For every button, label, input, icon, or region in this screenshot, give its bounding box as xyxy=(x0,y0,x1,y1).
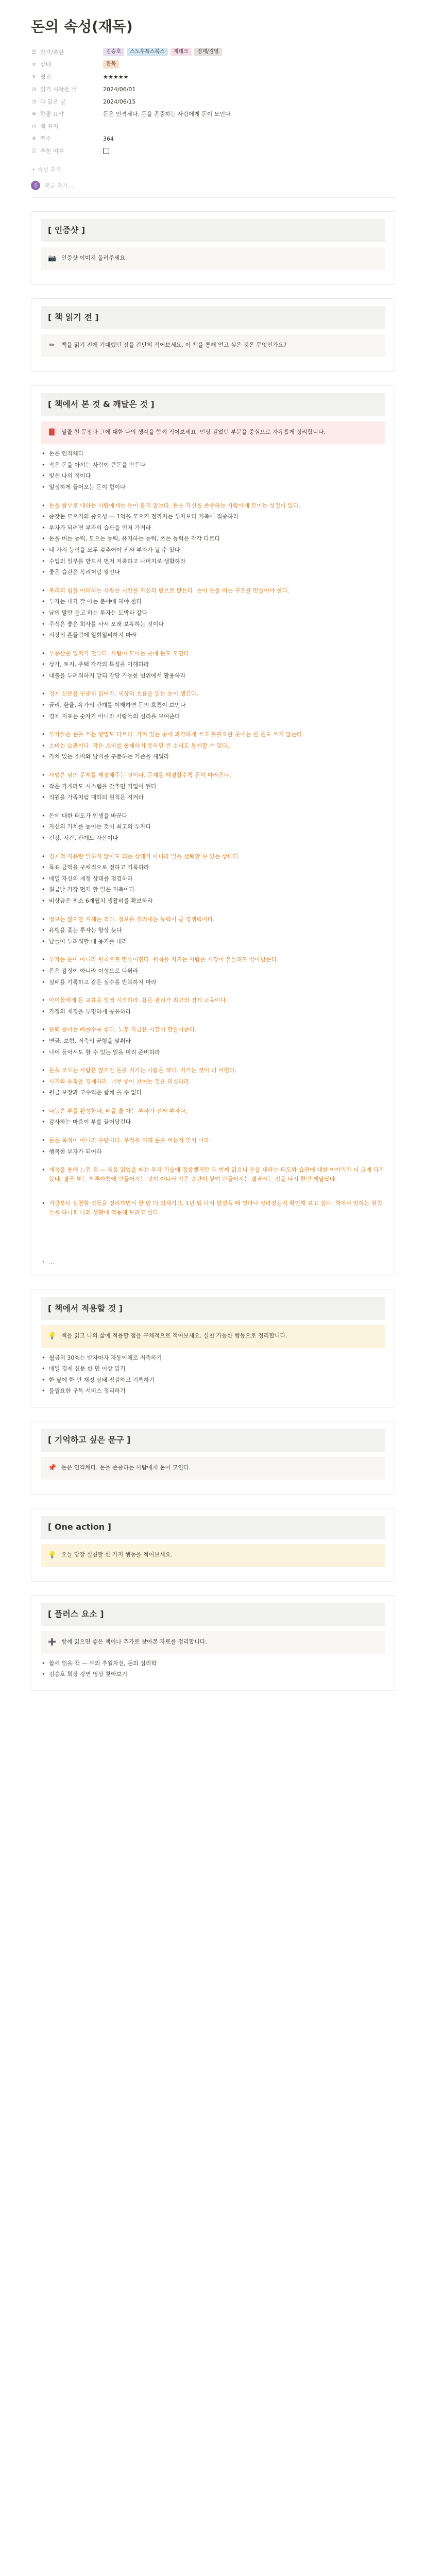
list-item[interactable]: • 연금, 보험, 저축의 균형을 맞춰라 xyxy=(41,1037,385,1046)
property-label: 책 표지 xyxy=(40,123,59,130)
spacer xyxy=(41,845,385,850)
checkbox[interactable] xyxy=(103,148,109,154)
property-value[interactable] xyxy=(103,148,109,154)
list-item[interactable]: • 상가, 토지, 주택 각각의 특성을 이해하라 xyxy=(41,660,385,669)
list-item[interactable]: • 월급날 가장 먼저 할 일은 저축이다 xyxy=(41,885,385,894)
list-item[interactable]: • 사업은 남의 문제를 해결해주는 것이다. 문제를 해결할수록 돈이 따라온다. xyxy=(41,771,385,780)
spacer xyxy=(41,1242,385,1253)
page-title[interactable]: 돈의 속성(재독) xyxy=(31,18,133,35)
callout[interactable] xyxy=(41,247,385,270)
property-row[interactable] xyxy=(31,46,395,58)
property-value[interactable] xyxy=(103,97,135,106)
list-item[interactable]: • 사기와 유혹을 경계하라. 너무 좋아 보이는 것은 의심하라. xyxy=(41,1077,385,1087)
section-notes xyxy=(31,385,395,1276)
property-text: 돈은 인격체다. 돈을 존중하는 사람에게 돈이 모인다 xyxy=(103,110,231,117)
property-row[interactable] xyxy=(31,120,395,132)
list-item[interactable]: • 매일 자신의 재정 상태를 점검하라 xyxy=(41,874,385,884)
section-apply xyxy=(31,1290,395,1408)
callout[interactable] xyxy=(41,1325,385,1348)
property-key xyxy=(31,147,103,156)
notes-list xyxy=(41,449,385,1253)
spacer xyxy=(41,764,385,769)
list-end[interactable]: • ... xyxy=(41,1258,385,1266)
list-item[interactable]: • 실패를 기록하고 같은 실수를 반복하지 마라 xyxy=(41,978,385,987)
list-item[interactable]: • 돈은 목적이 아니라 수단이다. 무엇을 위해 돈을 버는지 잊지 마라. xyxy=(41,1136,385,1145)
property-key xyxy=(31,73,103,81)
spacer xyxy=(41,1129,385,1134)
callout[interactable] xyxy=(41,1457,385,1480)
list-item[interactable]: • 행복한 부자가 되어라 xyxy=(41,1147,385,1157)
property-value[interactable] xyxy=(103,60,119,69)
property-row[interactable] xyxy=(31,145,395,157)
lightbulb-icon: 💡 xyxy=(48,1551,57,1559)
section-quote xyxy=(31,1421,395,1495)
callout-text: 돈은 인격체다. 돈을 존중하는 사람에게 돈이 모인다. xyxy=(61,1464,191,1471)
spacer xyxy=(41,1158,385,1163)
list-item[interactable]: • 불필요한 구독 서비스 정리하기 xyxy=(41,1386,385,1396)
list-item[interactable]: • 대출을 두려워하지 말되 감당 가능한 범위에서 활용하라 xyxy=(41,671,385,681)
section-one-action xyxy=(31,1508,395,1582)
list-item[interactable]: • 유행을 좇는 투자는 항상 늦다 xyxy=(41,926,385,935)
list-item[interactable]: • 나이 들어서도 할 수 있는 일을 미리 준비하라 xyxy=(41,1048,385,1057)
list-item[interactable]: • 부동산은 입지가 전부다. 사람이 모이는 곳에 돈도 모인다. xyxy=(41,649,385,658)
callout-text: 책을 읽고 나의 삶에 적용할 점을 구체적으로 적어보세요. 실천 가능한 행동으로 정리합니다. xyxy=(61,1332,287,1340)
camera-icon: 📷 xyxy=(48,255,57,263)
property-icon: ◷ xyxy=(31,86,37,92)
spacer xyxy=(41,1018,385,1023)
callout-text: 책을 읽기 전에 기대했던 점을 간단히 적어보세요. 이 책을 통해 얻고 싶은 것은 무엇인가요? xyxy=(61,342,287,349)
property-label: 읽기 시작한 날 xyxy=(40,86,77,93)
list-item[interactable]: • 원금 보장과 고수익은 함께 올 수 없다 xyxy=(41,1088,385,1097)
property-label: 쪽수 xyxy=(40,135,52,142)
property-row[interactable] xyxy=(31,132,395,145)
comment-input[interactable]: 댓글 추가... xyxy=(44,182,74,189)
property-icon: ◷ xyxy=(31,98,37,105)
lightbulb-icon: 💡 xyxy=(48,1332,57,1341)
list-item[interactable]: • 작은 가게라도 시스템을 갖추면 기업이 된다 xyxy=(41,782,385,791)
list-item[interactable]: • 정보는 많지만 지혜는 적다. 정보를 걸러내는 능력이 곧 경쟁력이다. xyxy=(41,915,385,924)
list-item[interactable]: • 돈을 모으는 사람은 많지만 돈을 지키는 사람은 적다. 지키는 것이 더 어렵다. xyxy=(41,1066,385,1075)
list-item[interactable]: • 돈에 대한 태도가 인생을 바꾼다 xyxy=(41,811,385,821)
property-row[interactable] xyxy=(31,58,395,71)
section-plus xyxy=(31,1595,395,1691)
add-property-button[interactable]: + 속성 추가 xyxy=(31,166,61,174)
list-item[interactable]: • 부자가 되려면 부자의 습관을 먼저 가져라 xyxy=(41,523,385,533)
list-item[interactable]: • 아이들에게 돈 교육을 일찍 시작하라. 용돈 관리가 최고의 경제 교육이다. xyxy=(41,996,385,1005)
plus-list xyxy=(41,1659,385,1679)
spacer xyxy=(41,1099,385,1105)
property-key xyxy=(31,60,103,69)
list-item[interactable]: • 감사하는 마음이 부를 끌어당긴다 xyxy=(41,1117,385,1127)
list-item[interactable]: • 돈을 버는 능력, 모으는 능력, 유지하는 능력, 쓰는 능력은 각각 다르다 xyxy=(41,534,385,544)
list-item[interactable]: • 김승호 회장 강연 영상 찾아보기 xyxy=(41,1670,385,1679)
apply-list xyxy=(41,1353,385,1396)
list-item[interactable]: • 일정하게 들어오는 돈이 힘이다 xyxy=(41,483,385,492)
spacer xyxy=(41,1059,385,1064)
list-item[interactable]: • 경제적 자유란 일하지 않아도 되는 상태가 아니라 일을 선택할 수 있는 상태다. xyxy=(41,852,385,861)
list-item[interactable]: • 직원을 가족처럼 대하되 원칙은 지켜라 xyxy=(41,793,385,802)
list-item[interactable]: • 네 가지 능력을 모두 갖추어야 진짜 부자가 될 수 있다 xyxy=(41,546,385,555)
list-item[interactable]: • 소비는 습관이다. 작은 소비를 통제하지 못하면 큰 소비도 통제할 수 없다. xyxy=(41,741,385,751)
spacer xyxy=(41,804,385,809)
tag[interactable]: 경제/경영 xyxy=(194,48,222,56)
spacer xyxy=(41,579,385,584)
list-item[interactable]: • 함께 읽을 책 — 부의 추월차선, 돈의 심리학 xyxy=(41,1659,385,1668)
section-heading: [ 플러스 요소 ] xyxy=(41,1603,385,1626)
comment-row[interactable] xyxy=(31,176,395,198)
property-label: 상태 xyxy=(40,61,52,68)
tag[interactable]: 완독 xyxy=(103,60,119,69)
property-key xyxy=(31,85,103,94)
property-key xyxy=(31,48,103,57)
properties-table xyxy=(31,46,395,157)
spacer xyxy=(41,723,385,728)
list-item[interactable]: • 좋은 습관은 복리처럼 쌓인다 xyxy=(41,568,385,577)
section-photo xyxy=(31,211,395,285)
property-value[interactable] xyxy=(103,110,231,118)
property-icon: ◎ xyxy=(31,123,37,129)
avatar: 김 xyxy=(31,181,40,190)
list-item[interactable]: • 복리의 힘을 이해하는 사람은 시간을 자신의 편으로 만든다. 돈이 돈을 버는 구조를 만들어야 한다. xyxy=(41,586,385,596)
list-item[interactable]: • 목표 금액을 구체적으로 정하고 기록하라 xyxy=(41,863,385,872)
list-item[interactable]: • 나눔은 부를 완성한다. 베풀 줄 아는 부자가 진짜 부자다. xyxy=(41,1107,385,1116)
list-item[interactable]: • 부자는 운이 아니라 원칙으로 만들어진다. 원칙을 지키는 사람은 시장이 흔들려도 살아남는다. xyxy=(41,955,385,964)
property-value[interactable] xyxy=(103,48,222,56)
list-item[interactable]: • 지금부터 실천할 것들을 정리하면서 한 번 더 되새기고, 1년 뒤 다시 읽었을 때 얼마나 달라졌는지 확인해 보고 싶다. 책에서 말하는 원칙들을 하나씩 나의 생활에 적용해 보려고 한다. xyxy=(41,1199,385,1217)
property-label: 한줄 요약 xyxy=(40,110,64,117)
list-item[interactable]: • 남의 말만 듣고 하는 투자는 도박과 같다 xyxy=(41,608,385,618)
tag[interactable]: 재테크 xyxy=(171,48,192,56)
callout[interactable] xyxy=(41,334,385,357)
spacer xyxy=(41,494,385,499)
list-item[interactable]: • 매일 경제 신문 한 면 이상 읽기 xyxy=(41,1364,385,1374)
property-label: 작가/출판 xyxy=(40,48,64,56)
callout[interactable] xyxy=(41,1544,385,1567)
property-text: 364 xyxy=(103,135,114,142)
property-icon: # xyxy=(31,135,37,142)
property-label: 추천 여부 xyxy=(40,147,64,155)
property-row[interactable] xyxy=(31,71,395,83)
property-row[interactable] xyxy=(31,83,395,95)
section-before xyxy=(31,298,395,372)
list-item[interactable]: • 은퇴 준비는 빠를수록 좋다. 노후 자금은 시간이 만들어준다. xyxy=(41,1025,385,1035)
list-item[interactable]: • 돈은 인격체다 xyxy=(41,449,385,459)
property-key xyxy=(31,134,103,143)
list-item[interactable]: • 투자는 내가 잘 아는 분야에 해야 한다 xyxy=(41,597,385,606)
book-icon: 📕 xyxy=(48,429,57,437)
list-item[interactable]: • 돈은 감정이 아니라 이성으로 다뤄라 xyxy=(41,967,385,976)
list-item[interactable]: • 가정의 재정을 투명하게 공유하라 xyxy=(41,1007,385,1016)
callout[interactable] xyxy=(41,1631,385,1654)
list-item[interactable]: • 자신의 가치를 높이는 것이 최고의 투자다 xyxy=(41,822,385,832)
property-row[interactable] xyxy=(31,95,395,108)
pin-icon: 📌 xyxy=(48,1464,57,1472)
spacer xyxy=(41,1231,385,1242)
pencil-icon: ✏ xyxy=(49,342,55,350)
section-heading: [ 인증샷 ] xyxy=(41,219,385,242)
property-icon: ≡ xyxy=(31,61,37,67)
section-heading: [ 책에서 본 것 & 깨달은 것 ] xyxy=(41,393,385,416)
callout[interactable] xyxy=(41,421,385,444)
section-heading: [ One action ] xyxy=(41,1516,385,1539)
list-item[interactable]: • 작은 돈을 아끼는 사람이 큰돈을 만든다 xyxy=(41,461,385,470)
list-item[interactable]: • 비상금은 최소 6개월치 생활비를 확보하라 xyxy=(41,896,385,906)
section-heading: [ 기억하고 싶은 문구 ] xyxy=(41,1429,385,1452)
list-item[interactable]: • 돈을 함부로 대하는 사람에게는 돈이 붙지 않는다. 돈은 자신을 존중하는 사람에게 모이는 성질이 있다. xyxy=(41,501,385,511)
spacer xyxy=(41,682,385,687)
tag[interactable]: 김승호 xyxy=(103,48,124,56)
callout-text: 밑줄 친 문장과 그에 대한 나의 생각을 함께 적어보세요. 인상 깊었던 부분을 중심으로 자유롭게 정리합니다. xyxy=(61,429,326,436)
property-text: ★★★★★ xyxy=(103,73,129,80)
spacer xyxy=(41,948,385,953)
list-item[interactable]: • 빚은 나의 적이다 xyxy=(41,471,385,481)
callout-text: 오늘 당장 실천할 한 가지 행동을 적어보세요. xyxy=(61,1551,173,1558)
spacer xyxy=(41,1185,385,1197)
plus-icon: ➕ xyxy=(48,1638,57,1646)
section-heading: [ 책에서 적용할 것 ] xyxy=(41,1297,385,1320)
list-item[interactable]: • 금리, 환율, 유가의 관계를 이해하면 돈의 흐름이 보인다 xyxy=(41,701,385,710)
property-text: 2024/06/01 xyxy=(103,86,136,93)
property-label: 다 읽은 날 xyxy=(40,98,66,105)
callout-text: 함께 읽으면 좋은 책이나 추가로 찾아본 자료를 정리합니다. xyxy=(61,1638,207,1645)
spacer xyxy=(41,908,385,913)
property-text: 2024/06/15 xyxy=(103,98,136,105)
property-key xyxy=(31,122,103,131)
section-heading: [ 책 읽기 전 ] xyxy=(41,306,385,329)
list-item[interactable]: • 가치 있는 소비와 낭비를 구분하는 기준을 세워라 xyxy=(41,752,385,761)
property-icon: # xyxy=(31,74,37,80)
property-key xyxy=(31,110,103,118)
list-item[interactable]: • 부자들은 돈을 쓰는 방법도 다르다. 가치 있는 곳에 과감하게 쓰고 불필요한 곳에는 한 푼도 쓰지 않는다. xyxy=(41,730,385,739)
property-row[interactable] xyxy=(31,108,395,120)
list-item[interactable]: • 수입의 일부를 반드시 먼저 저축하고 나머지로 생활하라 xyxy=(41,557,385,566)
list-item[interactable]: • 남들이 두려워할 때 용기를 내라 xyxy=(41,937,385,946)
list-item[interactable]: • 주식은 좋은 회사를 사서 오래 보유하는 것이다 xyxy=(41,620,385,629)
spacer xyxy=(41,642,385,647)
property-icon: ≡ xyxy=(31,111,37,117)
property-label: 평점 xyxy=(40,73,52,80)
list-item[interactable]: • 경제 지표는 숫자가 아니라 사람들의 심리를 보여준다 xyxy=(41,712,385,721)
property-icon: ☑ xyxy=(31,148,37,154)
list-item[interactable]: • 시장의 흔들림에 일희일비하지 마라 xyxy=(41,631,385,640)
list-item[interactable]: • 건강, 시간, 관계도 자산이다 xyxy=(41,834,385,843)
callout-text: 인증샷 이미지 올려주세요. xyxy=(61,255,127,262)
property-icon: ☰ xyxy=(31,49,37,55)
property-value[interactable] xyxy=(103,85,135,94)
property-value[interactable] xyxy=(103,134,114,143)
spacer xyxy=(41,1219,385,1231)
list-item[interactable]: • 월급의 30%는 받자마자 자동이체로 저축하기 xyxy=(41,1353,385,1363)
tag[interactable]: 스노우폭스북스 xyxy=(127,48,168,56)
list-item[interactable]: • 경제 신문을 꾸준히 읽어라. 세상의 흐름을 읽는 눈이 생긴다. xyxy=(41,689,385,699)
list-item[interactable]: • 종잣돈 모으기의 중요성 — 1억을 모으기 전까지는 투자보다 저축에 집중하라 xyxy=(41,512,385,521)
spacer xyxy=(41,989,385,994)
property-key xyxy=(31,97,103,106)
property-value[interactable] xyxy=(103,73,128,81)
list-item[interactable]: • 한 달에 한 번 재정 상태 점검하고 기록하기 xyxy=(41,1376,385,1385)
list-item[interactable]: • 재독을 통해 느낀 점 — 처음 읽었을 때는 투자 기술에 집중했지만 두 번째 읽으니 돈을 대하는 태도와 습관에 대한 이야기가 더 크게 다가왔다. 결국 부는 하루아침에 만들어지는 것이 아니라 작은 습관이 쌓여 만들어지는 결과라는 점을 다시 한번 깨달았다. xyxy=(41,1165,385,1183)
